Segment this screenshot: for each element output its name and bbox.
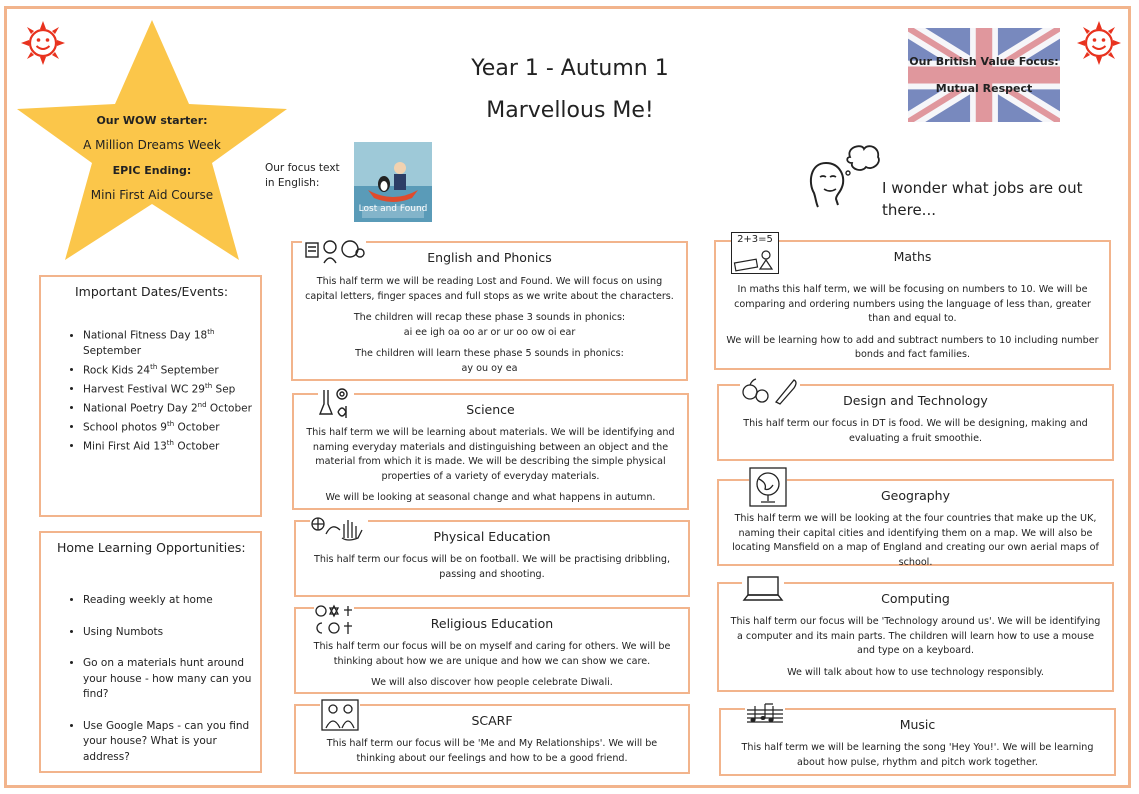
maths-icon-equation: 2+3=5 bbox=[737, 234, 773, 245]
list-item: • Harvest Festival WC 29th Sep bbox=[83, 379, 254, 398]
wow-value: A Million Dreams Week bbox=[83, 138, 221, 152]
wow-label: Our WOW starter: bbox=[96, 114, 208, 127]
dt-panel: Design and Technology This half term our focus in DT is food. We will be designing, making and evaluating a fruit smoothie. bbox=[717, 384, 1114, 461]
geography-panel: Geography This half term we will be looking at the four countries that make up the UK, naming their capital cities and identifying them on a map. We will also be locating Mansfield on a map of England and creating our own aerial maps of school. bbox=[717, 479, 1114, 566]
british-value bbox=[908, 48, 1060, 102]
list-item: • Mini First Aid 13th October bbox=[83, 436, 254, 455]
focus-text-label: Our focus text in English: bbox=[265, 162, 340, 189]
scarf-title: SCARF bbox=[471, 713, 513, 728]
laptop-icon bbox=[742, 574, 784, 604]
wonder-question: I wonder what jobs are out there... bbox=[882, 179, 1083, 219]
music-notes-icon bbox=[745, 702, 785, 726]
list-item: • Rock Kids 24th September bbox=[83, 360, 254, 379]
globe-icon bbox=[749, 467, 787, 507]
important-dates-title: Important Dates/Events: bbox=[75, 284, 229, 299]
pe-panel: Physical Education This half term our focus will be on football. We will be practising dribbling, passing and shooting. bbox=[294, 520, 690, 597]
faith-symbols-icon bbox=[314, 603, 354, 635]
maths-panel: Maths In maths this half term, we will be focusing on numbers to 10. We will be comparing and ordering numbers using the language of less than, greater than and equal to. We will be learning how to add and subtract numbers to 10 including number bonds and fact families. bbox=[714, 240, 1111, 370]
important-dates-panel bbox=[39, 275, 262, 517]
dt-title: Design and Technology bbox=[843, 393, 988, 408]
list-item: • Use Google Maps - can you find your house? What is your address? bbox=[83, 719, 254, 766]
star-text bbox=[50, 108, 254, 208]
geography-title: Geography bbox=[880, 488, 950, 503]
re-title: Religious Education bbox=[430, 616, 554, 631]
home-learning-title: Home Learning Opportunities: bbox=[57, 540, 246, 555]
computing-panel: Computing This half term our focus will be 'Technology around us'. We will be identifying a computer and its main parts. The children will learn how to use a mouse and type on a keyboard. We will talk about how to use technology responsibly. bbox=[717, 582, 1114, 692]
shapes-icon bbox=[732, 247, 778, 273]
page-subtitle: Marvellous Me! bbox=[486, 98, 654, 123]
science-title: Science bbox=[466, 402, 515, 417]
sports-hand-icon bbox=[310, 514, 368, 542]
list-item: • Using Numbots bbox=[83, 625, 254, 641]
home-learning-panel bbox=[39, 531, 262, 773]
list-item: • School photos 9th October bbox=[83, 417, 254, 436]
english-panel: English and Phonics This half term we will be reading Lost and Found. We will focus on using capital letters, finger spaces and full stops as we write about the characters. The children will recap these phase 3 sounds in phonics: ai ee igh oa oo ar or ur oo ow oi ear The children will learn these phase 5 sounds in phonics: ay ou oy ea bbox=[291, 241, 688, 381]
pe-title: Physical Education bbox=[433, 529, 551, 544]
re-panel: Religious Education This half term our focus will be on myself and caring for others. We will be thinking about how we are unique and how we can show we care. We will also discover how people celebrate Diwali. bbox=[294, 607, 690, 694]
friends-icon bbox=[320, 698, 360, 732]
list-item: • Go on a materials hunt around your house - how many can you find? bbox=[83, 656, 254, 703]
list-item: • National Poetry Day 2nd October bbox=[83, 398, 254, 417]
thinking-head-icon bbox=[806, 143, 882, 209]
list-item: • National Fitness Day 18th September bbox=[83, 325, 254, 360]
list-item: • Reading weekly at home bbox=[83, 593, 254, 609]
music-panel: Music This half term we will be learning the song 'Hey You!'. We will be learning about how pulse, rhythm and pitch work together. bbox=[719, 708, 1116, 776]
scarf-panel: SCARF This half term our focus will be 'Me and My Relationships'. We will be thinking about our feelings and how to be a good friend. bbox=[294, 704, 690, 774]
sun-icon-right bbox=[1076, 20, 1122, 66]
maths-icon bbox=[731, 232, 779, 274]
page-title: Year 1 - Autumn 1 bbox=[471, 56, 669, 81]
british-value-value: Mutual Respect bbox=[935, 82, 1033, 95]
epic-label: EPIC Ending: bbox=[112, 164, 192, 177]
computing-title: Computing bbox=[881, 591, 950, 606]
science-icon bbox=[318, 384, 354, 424]
reading-symbols-icon bbox=[302, 235, 366, 265]
important-dates-list bbox=[41, 325, 254, 455]
music-title: Music bbox=[899, 717, 936, 732]
english-title: English and Phonics bbox=[427, 250, 552, 265]
home-learning-list bbox=[41, 593, 254, 765]
epic-value: Mini First Aid Course bbox=[90, 188, 214, 202]
maths-title: Maths bbox=[893, 249, 932, 264]
food-knife-icon bbox=[740, 376, 800, 406]
science-panel: Science This half term we will be learning about materials. We will be identifying and naming everyday materials and distinguishing between an object and the material from which it is made. We will be describing the simple physical properties of a variety of everyday materials. We will be looking at seasonal change and what happens in autumn. bbox=[292, 393, 689, 510]
british-value-label: Our British Value Focus: bbox=[909, 55, 1059, 68]
book-title: Lost and Found bbox=[358, 204, 428, 214]
